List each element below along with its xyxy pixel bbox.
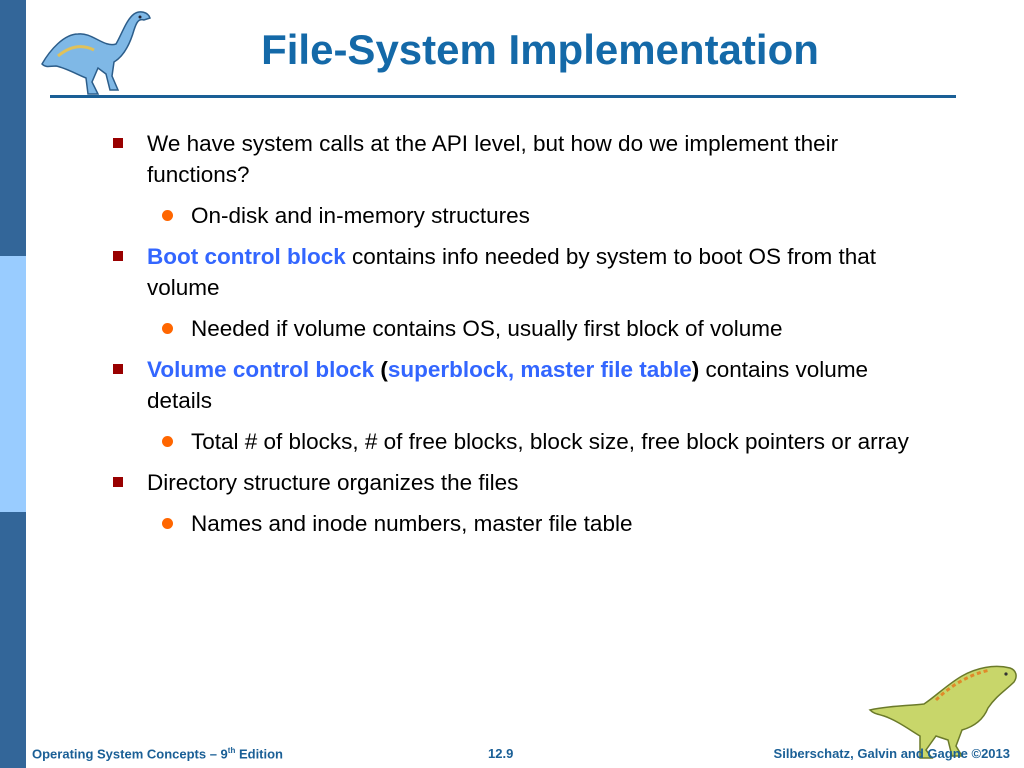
footer-book-sup: th — [227, 746, 236, 755]
dinosaur-footer-icon — [866, 660, 1020, 760]
close-paren: ) — [691, 357, 700, 382]
bullet-item-1 — [110, 128, 910, 190]
bullet-text: contains volume details — [147, 357, 869, 413]
term-volume-control-block: Volume control block — [147, 357, 375, 382]
bullet-item-2 — [110, 241, 910, 303]
round-bullet-icon — [162, 436, 173, 447]
dinosaur-logo-icon — [36, 6, 158, 98]
footer-page-number: 12.9 — [488, 746, 514, 761]
open-paren: ( — [374, 357, 388, 382]
bullet-item-3 — [110, 354, 910, 416]
sub-bullet-item-3-1 — [110, 426, 910, 457]
bullet-text: We have system calls at the API level, but how do we implement their functions? — [147, 131, 839, 187]
square-bullet-icon — [113, 477, 123, 487]
slide-content — [110, 128, 910, 539]
term-superblock: superblock, master file table — [387, 357, 692, 382]
round-bullet-icon — [162, 323, 173, 334]
slide-title: File-System Implementation — [261, 26, 819, 73]
sub-bullet-text: On-disk and in-memory structures — [191, 203, 530, 228]
round-bullet-icon — [162, 518, 173, 529]
footer-book-suffix: Edition — [235, 746, 284, 762]
square-bullet-icon — [113, 251, 123, 261]
footer-copyright: Silberschatz, Galvin and Gagne ©2013 — [773, 746, 1010, 761]
sub-bullet-item-1-1 — [110, 200, 910, 231]
square-bullet-icon — [113, 138, 123, 148]
sub-bullet-item-2-1 — [110, 313, 910, 344]
square-bullet-icon — [113, 364, 123, 374]
term-boot-control-block: Boot control block — [147, 244, 346, 269]
bullet-text: Directory structure organizes the files — [147, 470, 519, 495]
round-bullet-icon — [162, 210, 173, 221]
sub-bullet-item-4-1 — [110, 508, 910, 539]
sub-bullet-text: Total # of blocks, # of free blocks, block size, free block pointers or array — [191, 429, 909, 454]
bullet-item-4 — [110, 467, 910, 498]
sub-bullet-text: Needed if volume contains OS, usually first block of volume — [191, 316, 783, 341]
sub-bullet-text: Names and inode numbers, master file table — [191, 511, 633, 536]
footer-book-title — [32, 746, 283, 761]
footer-book-prefix: Operating System Concepts – 9 — [32, 746, 228, 762]
title-divider — [50, 95, 956, 98]
bullet-text: contains info needed by system to boot OS from that volume — [147, 244, 877, 300]
left-sidebar-accent — [0, 256, 26, 512]
